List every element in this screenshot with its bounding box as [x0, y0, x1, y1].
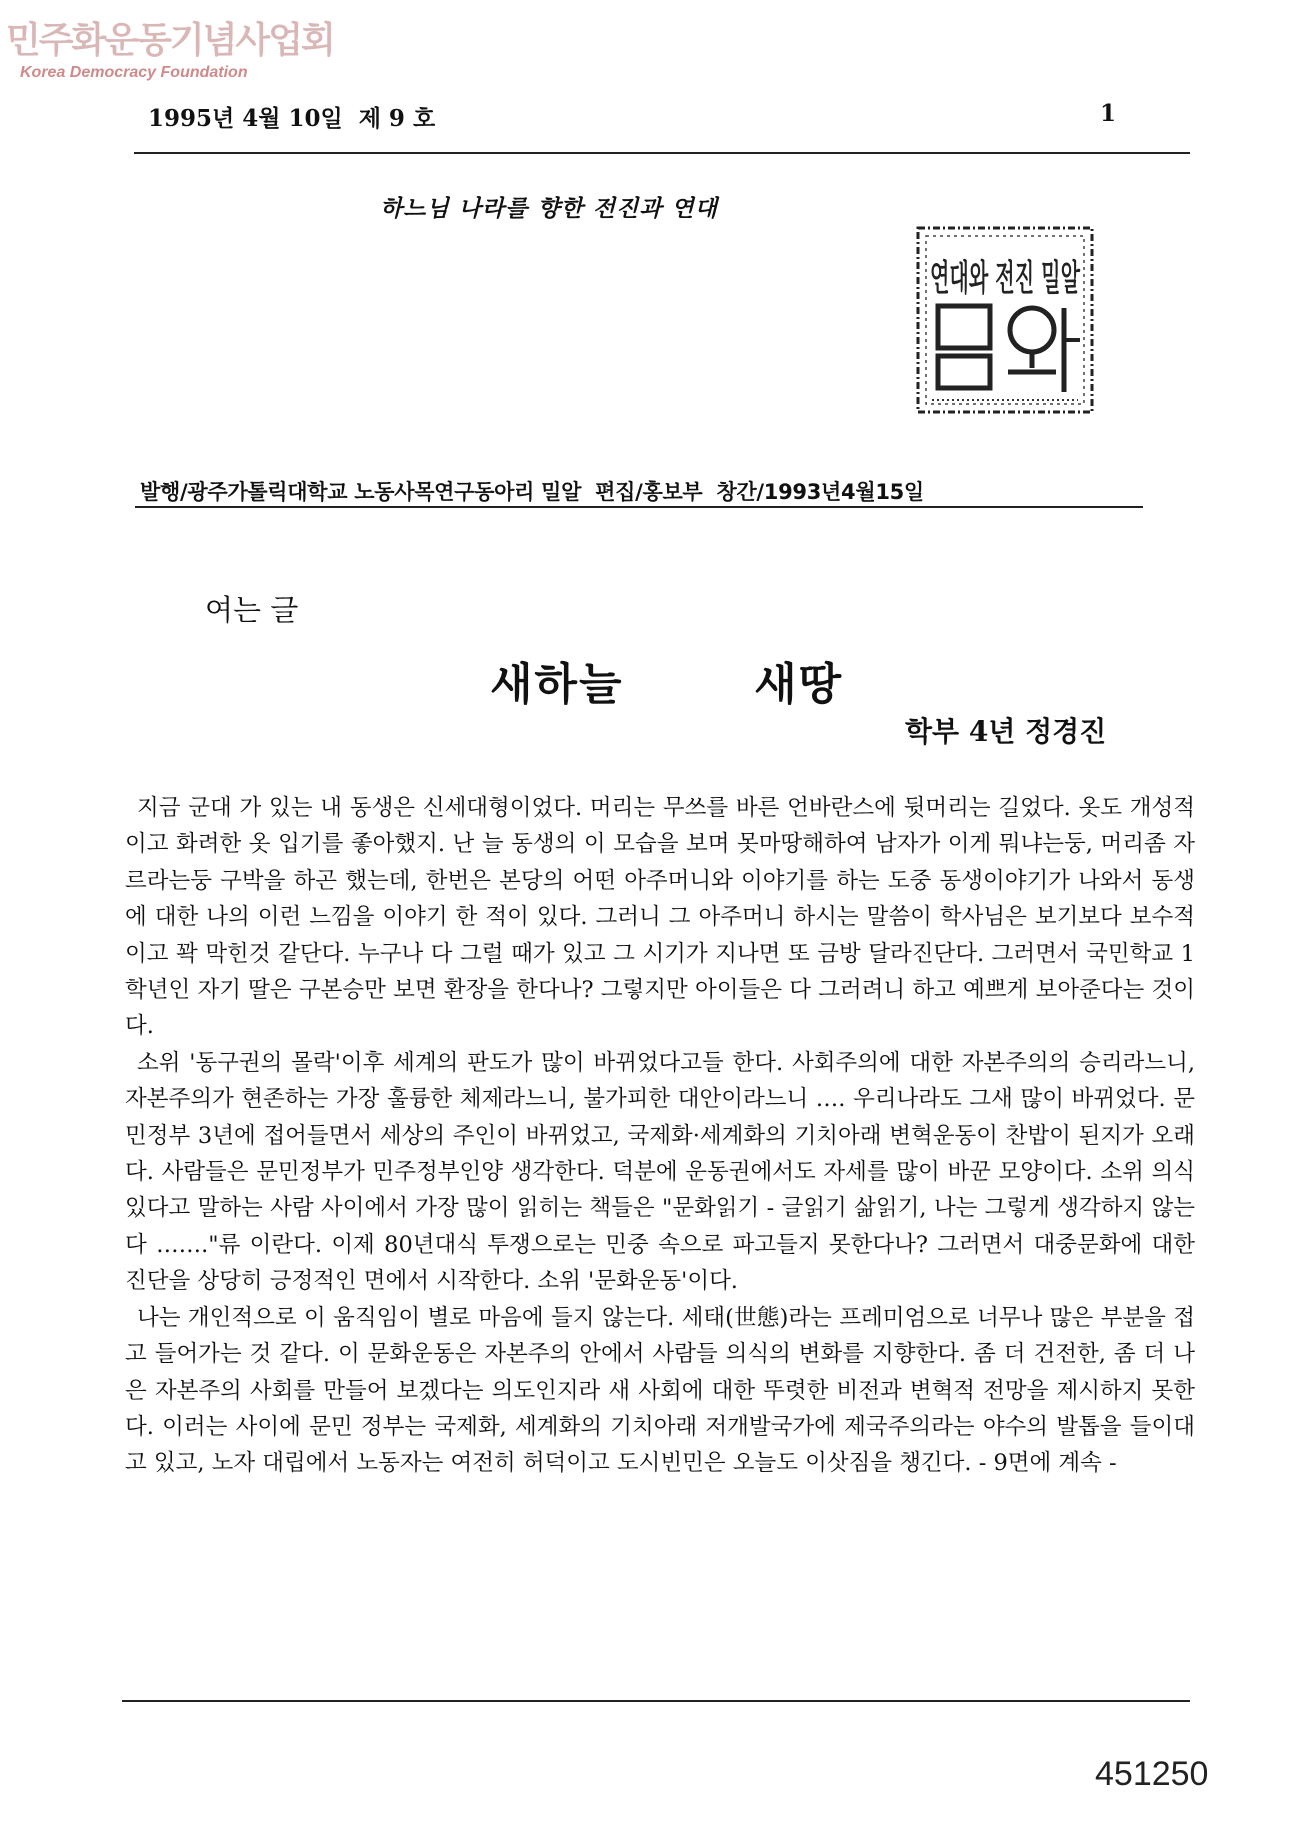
paragraph: 나는 개인적으로 이 움직임이 별로 마음에 들지 않는다. 세태(世態)라는 프레미엄으로 너무나 많은 부분을 접고 들어가는 것 같다. 이 문화운동은 자본주의 안에서 사람들 의식의 변화를 지향한다. 좀 더 건전한, 좀 더 나은 자본주의 사회를 만들어 보겠다는 의도인지라 새 사회에 대한 뚜렷한 비전과 변혁적 전망을 제시하지 못한다. 이러는 사이에 문민 정부는 국제화, 세계화의 기치아래 저개발국가에 제국주의라는 야수의 발톱을 들이대고 있고, 노자 대립에서 노동자는 여전히 허덕이고 도시빈민은 오늘도 이삿짐을 챙긴다. - 9면에 계속 -	[125, 1304, 1195, 1477]
issue-date: 1995년 4월 10일 제 9 호	[148, 105, 436, 132]
article-body	[125, 790, 1195, 1482]
section-label: 여는 글	[205, 593, 299, 627]
header-divider	[134, 152, 1190, 154]
publication-info: 발행/광주가톨릭대학교 노동사목연구동아리 밀알 편집/홍보부 창간/1993년4월15일	[140, 480, 924, 504]
logo-top-text: 연대와 전진 밀알	[930, 258, 1199, 299]
watermark-english: Korea Democracy Foundation	[20, 64, 248, 81]
document-number: 451250	[1095, 1755, 1209, 1793]
slogan: 하느님 나라를 향한 전진과 연대	[380, 196, 718, 222]
newsletter-seal-logo	[912, 222, 1199, 418]
paragraph: 소위 '동구권의 몰락'이후 세계의 판도가 많이 바뀌었다고들 한다. 사회주의에 대한 자본주의의 승리라느니, 자본주의가 현존하는 가장 훌륭한 체제라느니, 불가피한 대안이라느니 …. 우리나라도 그새 많이 바뀌었다. 문민정부 3년에 접어들면서 세상의 주인이 바뀌었고, 국제화·세계화의 기치아래 변혁운동이 찬밥이 된지가 오래다. 사람들은 문민정부가 민주정부인양 생각한다. 덕분에 운동권에서도 자세를 많이 바꾼 모양이다. 소위 의식있다고 말하는 사람 사이에서 가장 많이 읽히는 책들은 "문화읽기 - 글읽기 삶읽기, 나는 그렇게 생각하지 않는다 ……."류 이란다. 이제 80년대식 투쟁으로는 민중 속으로 파고들지 못한다나? 그러면서 대중문화에 대한 진단을 상당히 긍정적인 면에서 시작한다. 소위 '문화운동'이다.	[125, 1049, 1195, 1295]
publication-divider	[135, 506, 1143, 508]
article-title: 새하늘 새땅	[490, 659, 844, 710]
article-author: 학부 4년 정경진	[905, 715, 1107, 748]
page-number: 1	[1100, 100, 1117, 127]
footer-divider	[122, 1700, 1190, 1702]
watermark-korean: 민주화운동기념사업회	[6, 20, 334, 61]
paragraph: 지금 군대 가 있는 내 동생은 신세대형이었다. 머리는 무쓰를 바른 언바란스에 뒷머리는 길었다. 옷도 개성적이고 화려한 옷 입기를 좋아했지. 난 늘 동생의 이 모습을 보며 못마땅해하여 남자가 이게 뭐냐는둥, 머리좀 자르라는둥 구박을 하곤 했는데, 한번은 본당의 어떤 아주머니와 이야기를 하는 도중 동생이야기가 나와서 동생에 대한 나의 이런 느낌을 이야기 한 적이 있다. 그러니 그 아주머니 하시는 말씀이 학사님은 보기보다 보수적이고 꽉 막힌것 같단다. 누구나 다 그럴 때가 있고 그 시기가 지나면 또 금방 달라진단다. 그러면서 국민학교 1학년인 자기 딸은 구본승만 보면 환장을 한다나? 그렇지만 아이들은 다 그러려니 하고 예쁘게 보아준다는 것이다.	[125, 795, 1195, 1040]
